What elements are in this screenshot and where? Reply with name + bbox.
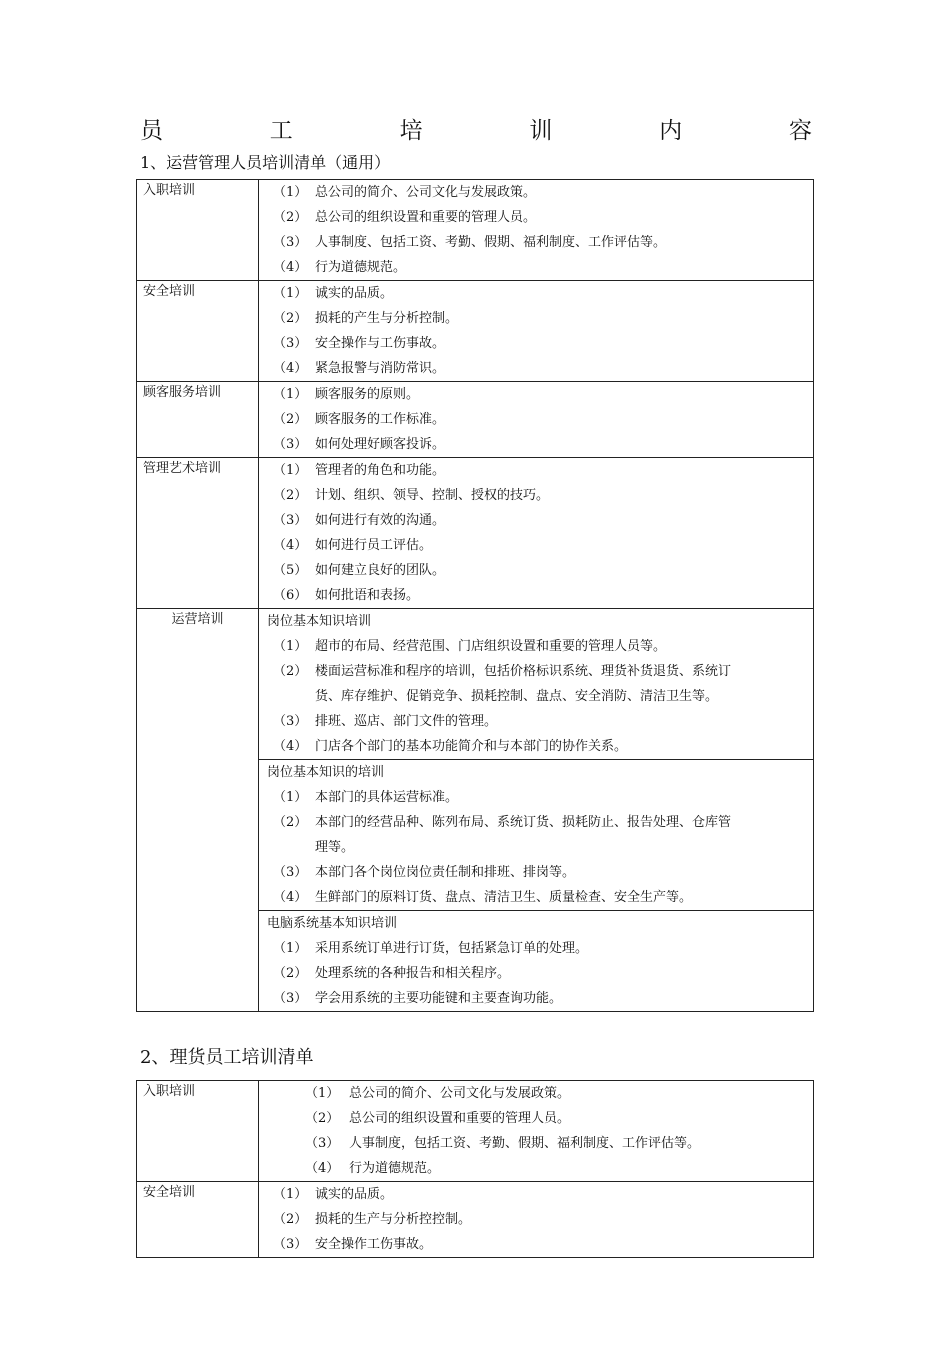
list-item (259, 306, 813, 331)
block-title: 电脑系统基本知识培训 (267, 916, 398, 931)
item-text: 采用系统订单进行订货，包括紧急订单的处理。 (315, 941, 589, 956)
training-block (259, 910, 813, 1011)
item-number: （2） (273, 210, 308, 225)
list-item (259, 281, 813, 306)
section1-heading: 1、运营管理人员培训清单（通用） (140, 153, 391, 172)
item-number: （3） (273, 991, 308, 1006)
list-item (259, 508, 813, 533)
item-number: （4） (273, 890, 308, 905)
list-item (259, 785, 813, 810)
item-text: 安全操作与工伤事故。 (315, 336, 446, 351)
list-item (259, 230, 813, 255)
item-text: 紧急报警与消防常识。 (315, 361, 446, 376)
item-text: 行为道德规范。 (349, 1161, 441, 1176)
item-number: （3） (273, 336, 308, 351)
item-text: 人事制度，包括工资、考勤、假期、福利制度、工作评估等。 (349, 1136, 701, 1151)
item-number: （2） (273, 966, 308, 981)
item-number: （1） (273, 941, 308, 956)
table-row (137, 382, 814, 458)
item-number: （5） (273, 563, 308, 578)
table-row (137, 1081, 814, 1182)
list-item (259, 407, 813, 432)
item-text: 排班、巡店、部门文件的管理。 (315, 714, 498, 729)
items-cell (259, 281, 814, 382)
list-item (259, 331, 813, 356)
item-text: 总公司的组织设置和重要的管理人员。 (315, 210, 537, 225)
item-text: 人事制度、包括工资、考勤、假期、福利制度、工作评估等。 (315, 235, 667, 250)
item-text: 总公司的组织设置和重要的管理人员。 (349, 1111, 571, 1126)
category-cell: 入职培训 (137, 1081, 259, 1182)
item-text: 楼面运营标准和程序的培训，包括价格标识系统、理货补货退货、系统订货、库存维护、促销竞争、损耗控制、盘点、安全消防、清洁卫生等。 (315, 664, 732, 704)
item-number: （2） (273, 488, 308, 503)
table-row (137, 609, 814, 1012)
item-text: 本部门的具体运营标准。 (315, 790, 459, 805)
item-text: 行为道德规范。 (315, 260, 407, 275)
item-text: 如何处理好顾客投诉。 (315, 437, 446, 452)
list-item (259, 961, 813, 986)
table-row (137, 281, 814, 382)
category-cell: 入职培训 (137, 180, 259, 281)
item-number: （3） (273, 1237, 308, 1252)
list-item (259, 1207, 813, 1232)
items-cell (259, 180, 814, 281)
list-item (259, 709, 813, 734)
section2-heading: 2、理货员工培训清单 (140, 1047, 314, 1068)
list-item (259, 885, 813, 910)
block-title: 岗位基本知识的培训 (267, 765, 385, 780)
item-text: 顾客服务的原则。 (315, 387, 420, 402)
table-row (137, 458, 814, 609)
list-item (259, 734, 813, 759)
management-training-table (136, 179, 814, 1012)
item-text: 如何建立良好的团队。 (315, 563, 446, 578)
item-number: （2） (273, 815, 308, 830)
item-number: （1） (273, 387, 308, 402)
item-number: （2） (273, 664, 308, 679)
item-text: 本部门的经营品种、陈列布局、系统订货、损耗防止、报告处理、仓库管理等。 (315, 815, 732, 855)
item-text: 管理者的角色和功能。 (315, 463, 446, 478)
item-text: 门店各个部门的基本功能简介和与本部门的协作关系。 (315, 739, 628, 754)
title-char: 培 (399, 117, 423, 144)
item-number: （4） (273, 739, 308, 754)
item-number: （4） (273, 361, 308, 376)
list-item (259, 205, 813, 230)
title-char: 训 (529, 117, 553, 144)
items-cell (259, 382, 814, 458)
category-cell: 运营培训 (137, 609, 259, 1012)
list-item (259, 936, 813, 961)
item-text: 安全操作工伤事故。 (315, 1237, 433, 1252)
item-text: 诚实的品质。 (315, 286, 394, 301)
item-text: 如何批语和表扬。 (315, 588, 420, 603)
item-number: （1） (273, 790, 308, 805)
list-item (259, 533, 813, 558)
item-text: 损耗的产生与分析控制。 (315, 311, 459, 326)
list-item (259, 634, 813, 659)
list-item (259, 255, 813, 280)
item-number: （6） (273, 588, 308, 603)
item-number: （1） (305, 1086, 340, 1101)
list-item (259, 356, 813, 381)
item-text: 顾客服务的工作标准。 (315, 412, 446, 427)
title-char: 工 (269, 117, 293, 144)
item-number: （1） (273, 286, 308, 301)
list-item (259, 986, 813, 1011)
item-text: 超市的布局、经营范围、门店组织设置和重要的管理人员等。 (315, 639, 667, 654)
item-number: （2） (273, 1212, 308, 1227)
item-number: （1） (273, 1187, 308, 1202)
items-cell (259, 609, 814, 1012)
item-number: （3） (273, 865, 308, 880)
block-title: 岗位基本知识培训 (267, 614, 372, 629)
item-number: （2） (273, 311, 308, 326)
category-cell: 顾客服务培训 (137, 382, 259, 458)
list-item (259, 810, 813, 860)
title-char: 内 (659, 117, 683, 144)
item-number: （1） (273, 639, 308, 654)
item-text: 处理系统的各种报告和相关程序。 (315, 966, 511, 981)
item-text: 诚实的品质。 (315, 1187, 394, 1202)
item-number: （1） (273, 185, 308, 200)
item-text: 计划、组织、领导、控制、授权的技巧。 (315, 488, 550, 503)
list-item (259, 583, 813, 608)
item-number: （2） (305, 1111, 340, 1126)
item-number: （3） (273, 513, 308, 528)
item-text: 本部门各个岗位岗位责任制和排班、排岗等。 (315, 865, 576, 880)
title-char: 员 (140, 117, 163, 144)
item-text: 损耗的生产与分析控控制。 (315, 1212, 472, 1227)
list-item (259, 860, 813, 885)
list-item (259, 1106, 813, 1131)
item-number: （3） (273, 437, 308, 452)
category-cell: 安全培训 (137, 281, 259, 382)
list-item (259, 180, 813, 205)
training-block (259, 609, 813, 759)
stock-clerk-training-table (136, 1080, 814, 1258)
item-number: （4） (273, 538, 308, 553)
list-item (259, 458, 813, 483)
list-item (259, 382, 813, 407)
list-item (259, 483, 813, 508)
item-number: （4） (273, 260, 308, 275)
item-text: 总公司的简介、公司文化与发展政策。 (315, 185, 537, 200)
page-title (140, 110, 812, 146)
item-number: （3） (273, 714, 308, 729)
list-item (259, 432, 813, 457)
list-item (259, 1182, 813, 1207)
item-text: 学会用系统的主要功能键和主要查询功能。 (315, 991, 563, 1006)
item-number: （3） (273, 235, 308, 250)
item-text: 如何进行员工评估。 (315, 538, 433, 553)
item-number: （2） (273, 412, 308, 427)
category-cell: 安全培训 (137, 1182, 259, 1258)
item-number: （4） (305, 1161, 340, 1176)
list-item (259, 1232, 813, 1257)
list-item (259, 558, 813, 583)
list-item (259, 1081, 813, 1106)
item-text: 如何进行有效的沟通。 (315, 513, 446, 528)
list-item (259, 1131, 813, 1156)
table-row (137, 1182, 814, 1258)
item-number: （1） (273, 463, 308, 478)
items-cell (259, 1081, 814, 1182)
item-text: 生鲜部门的原料订货、盘点、清洁卫生、质量检查、安全生产等。 (315, 890, 693, 905)
list-item (259, 1156, 813, 1181)
title-char: 容 (788, 117, 812, 144)
category-cell: 管理艺术培训 (137, 458, 259, 609)
items-cell (259, 1182, 814, 1258)
item-text: 总公司的简介、公司文化与发展政策。 (349, 1086, 571, 1101)
item-number: （3） (305, 1136, 340, 1151)
list-item (259, 659, 813, 709)
table-row (137, 180, 814, 281)
training-block (259, 759, 813, 910)
items-cell (259, 458, 814, 609)
